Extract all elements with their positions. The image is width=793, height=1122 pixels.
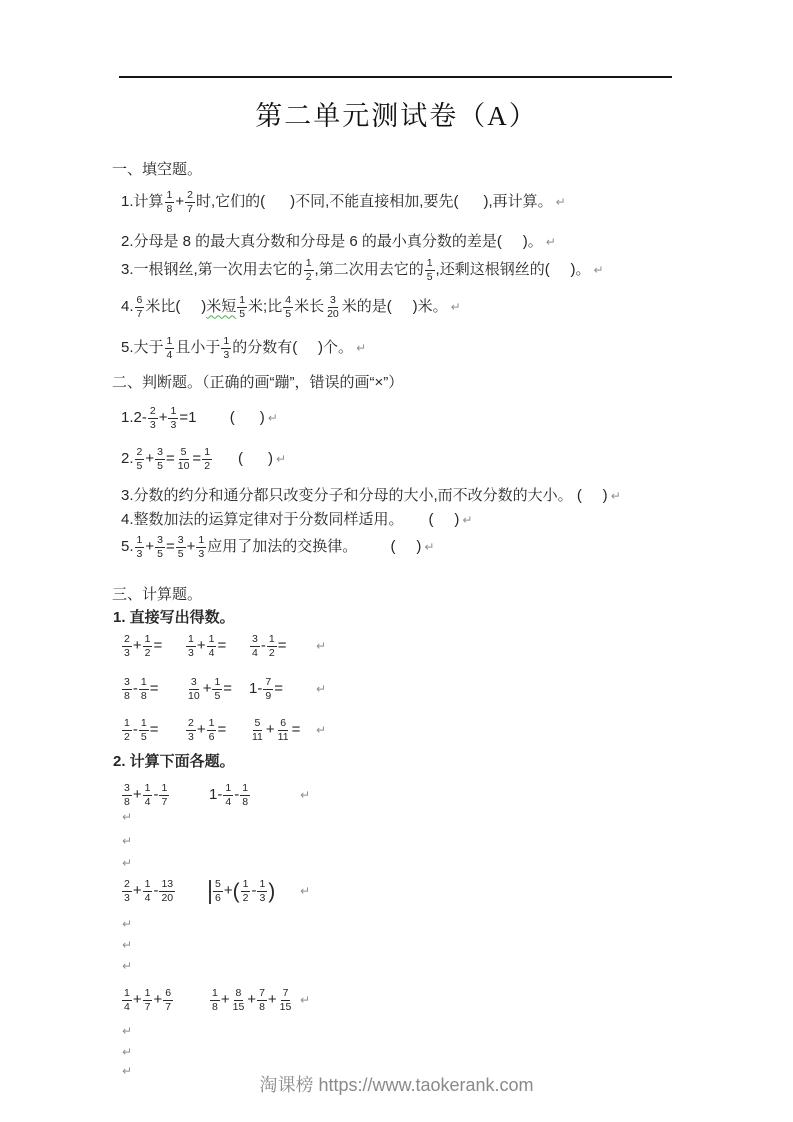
- numerator: 1: [139, 717, 149, 731]
- paragraph-mark: ↵: [122, 856, 133, 870]
- fraction: [186, 676, 202, 703]
- denominator: 8: [124, 796, 130, 809]
- numerator: 1: [165, 335, 175, 349]
- fraction: [325, 294, 341, 321]
- fraction: [207, 633, 217, 660]
- numerator: 1: [237, 294, 247, 308]
- text-run: 3.一根钢丝,第一次用去它的: [121, 261, 303, 279]
- denominator: 15: [232, 1001, 245, 1014]
- text-run: +: [220, 991, 230, 1009]
- fraction: [263, 676, 273, 703]
- fraction: [122, 633, 132, 660]
- denominator: 11: [277, 731, 289, 744]
- text-run: ,第二次用去它的: [314, 261, 424, 279]
- fraction: [212, 676, 222, 703]
- fraction: [122, 878, 132, 905]
- fraction: [165, 189, 175, 216]
- expression-cell: [121, 717, 185, 744]
- numerator: 2: [186, 717, 196, 731]
- section-1-heading: 一、填空题。: [112, 161, 203, 178]
- denominator: 4: [144, 796, 151, 809]
- numerator: 1: [143, 782, 153, 796]
- numerator: 1: [139, 676, 149, 690]
- numerator: 1: [304, 257, 314, 271]
- denominator: 3: [188, 647, 194, 660]
- text-run: 2.: [121, 450, 134, 468]
- text-run: 且小于: [175, 339, 221, 357]
- numerator: 3: [122, 782, 132, 796]
- denominator: 7: [165, 1001, 172, 1014]
- expression-cell: [121, 987, 209, 1014]
- denominator: 8: [124, 690, 130, 703]
- numerator: 1: [257, 878, 267, 892]
- text-run: =: [277, 637, 287, 655]
- text-run: -: [260, 637, 266, 655]
- paragraph-mark: ↵: [122, 1045, 133, 1059]
- section-2-heading: 二、判断题。（正确的画“蹦”，错误的画“×”）: [112, 374, 404, 391]
- numerator: 3: [176, 534, 186, 548]
- expression-cell: [209, 782, 297, 809]
- fraction: [186, 717, 196, 744]
- fill-question-5: [121, 335, 366, 362]
- fill-question-1: [121, 189, 566, 216]
- text-run: +: [223, 882, 233, 900]
- denominator: 5: [239, 308, 246, 321]
- numerator: 1: [122, 717, 132, 731]
- denominator: 8: [242, 796, 249, 809]
- text-run: -: [132, 721, 138, 739]
- fraction: [196, 534, 206, 561]
- fraction: [163, 987, 173, 1014]
- subsection-2-label: 2. 计算下面各题。: [113, 753, 235, 770]
- numerator: 4: [283, 294, 293, 308]
- fraction: [143, 878, 153, 905]
- paragraph-mark: ↵: [122, 834, 133, 848]
- text-run: +: [196, 637, 206, 655]
- fraction: [304, 257, 314, 284]
- denominator: 15: [279, 1001, 292, 1014]
- judge-question-4: [121, 511, 472, 530]
- denominator: 4: [144, 892, 151, 905]
- text-run: 3.分数的约分和通分都只改变分子和分母的大小,而不改分数的大小。 ( ): [121, 487, 608, 504]
- return-mark: ↵: [462, 512, 473, 527]
- fill-question-2: [121, 233, 556, 252]
- numerator: 3: [122, 676, 132, 690]
- denominator: 3: [188, 731, 194, 744]
- expression-cell: [249, 633, 313, 660]
- text-run: +: [247, 991, 257, 1009]
- denominator: 5: [177, 548, 184, 561]
- return-mark: ↵: [316, 723, 327, 738]
- numerator: 1: [207, 633, 217, 647]
- direct-row-3: [121, 717, 326, 744]
- expression-cell: [185, 717, 249, 744]
- denominator: 2: [204, 460, 211, 473]
- text-run: +: [175, 193, 185, 211]
- text-run: -: [132, 680, 138, 698]
- numerator: 1: [196, 534, 206, 548]
- fraction: [176, 446, 192, 473]
- denominator: 2: [242, 892, 249, 905]
- numerator: 7: [263, 676, 273, 690]
- numerator: 1: [143, 987, 153, 1001]
- denominator: 8: [212, 1001, 218, 1014]
- numerator: 5: [253, 717, 263, 731]
- numerator: 1: [425, 257, 435, 271]
- text-run: =: [149, 721, 159, 739]
- numerator: 1: [122, 987, 132, 1001]
- denominator: 10: [177, 460, 190, 473]
- numerator: 7: [257, 987, 267, 1001]
- fill-question-3: [121, 257, 604, 284]
- fraction: [213, 878, 223, 905]
- denominator: 3: [259, 892, 266, 905]
- fraction: [143, 782, 153, 809]
- fraction: [278, 987, 294, 1014]
- text-run: +: [132, 882, 142, 900]
- text-run: 米比( ): [145, 298, 207, 316]
- text-run: =: [165, 450, 175, 468]
- text-run: +: [267, 991, 277, 1009]
- numerator: 5: [179, 446, 189, 460]
- text-run: ): [268, 880, 276, 904]
- text-run: +: [153, 991, 163, 1009]
- text-run: +: [265, 721, 275, 739]
- fraction: [155, 446, 165, 473]
- return-mark: ↵: [356, 341, 367, 356]
- fraction: [159, 782, 169, 809]
- numerator: 2: [135, 446, 145, 460]
- fraction: [122, 717, 132, 744]
- numerator: 13: [159, 878, 175, 892]
- expression-cell: [185, 633, 249, 660]
- denominator: 20: [327, 308, 339, 321]
- denominator: 3: [136, 548, 143, 561]
- return-mark: ↵: [276, 452, 287, 467]
- text-run: +: [132, 637, 142, 655]
- denominator: 2: [268, 647, 275, 660]
- denominator: 5: [157, 548, 163, 561]
- expression-cell: [121, 676, 185, 703]
- text-run: =: [217, 637, 227, 655]
- denominator: 5: [285, 308, 292, 321]
- text-run: ,还剩这根钢丝的( )。: [435, 261, 591, 279]
- fraction: [207, 717, 217, 744]
- text-run: 米长: [294, 298, 325, 316]
- fraction: [135, 294, 145, 321]
- numerator: 6: [135, 294, 145, 308]
- denominator: 4: [225, 796, 232, 809]
- judge-question-5: [121, 534, 434, 561]
- fraction: [267, 633, 277, 660]
- text-run: =: [217, 721, 227, 739]
- fraction: [139, 717, 149, 744]
- expression-cell: [121, 633, 185, 660]
- fraction: [143, 987, 153, 1014]
- numerator: 3: [250, 633, 260, 647]
- text-run: -: [153, 882, 159, 900]
- denominator: 3: [170, 419, 177, 432]
- fraction: [231, 987, 247, 1014]
- text-run: =: [165, 538, 175, 556]
- fraction: [143, 633, 153, 660]
- numerator: 2: [185, 189, 195, 203]
- fraction: [240, 782, 250, 809]
- denominator: 5: [157, 460, 163, 473]
- numerator: 3: [155, 534, 165, 548]
- denominator: 7: [144, 1001, 151, 1014]
- denominator: 4: [252, 647, 258, 660]
- fraction: [176, 534, 186, 561]
- work-row-1: [121, 782, 310, 809]
- text-run: =: [223, 680, 233, 698]
- judge-question-3: [121, 487, 621, 506]
- numerator: 1: [168, 405, 178, 419]
- text-run: 的分数有( )个。: [232, 339, 354, 357]
- denominator: 4: [124, 1001, 130, 1014]
- text-run: 5.大于: [121, 339, 164, 357]
- denominator: 2: [305, 271, 312, 284]
- paragraph-mark: ↵: [122, 1064, 133, 1078]
- work-row-3: [121, 987, 310, 1014]
- return-mark: ↵: [300, 993, 311, 1008]
- return-mark: ↵: [300, 788, 311, 803]
- judge-question-1: [121, 405, 278, 432]
- text-run: 米;比: [248, 298, 283, 316]
- footer-watermark: 淘课榜 https://www.taokerank.com: [259, 1075, 534, 1095]
- judge-question-2: [121, 446, 286, 473]
- numerator: 1: [210, 987, 220, 1001]
- header-rule: [119, 76, 672, 78]
- fraction: [122, 782, 132, 809]
- fraction: [250, 633, 260, 660]
- text-run: 米短: [206, 298, 237, 316]
- fraction: [159, 878, 175, 905]
- denominator: 4: [166, 349, 173, 362]
- return-mark: ↵: [267, 411, 278, 426]
- text-run: 5.: [121, 538, 134, 556]
- text-run: 1-: [249, 680, 263, 698]
- page-title: 第二单元测试卷（A）: [255, 101, 538, 131]
- expression-cell: [121, 782, 209, 809]
- fraction: [148, 405, 158, 432]
- fraction: [276, 717, 291, 744]
- denominator: 4: [208, 647, 215, 660]
- subsection-1-label: 1. 直接写出得数。: [113, 609, 235, 626]
- denominator: 6: [215, 892, 221, 905]
- return-mark: ↵: [424, 540, 435, 555]
- numerator: 1: [212, 676, 222, 690]
- return-mark: ↵: [300, 884, 311, 899]
- denominator: 5: [136, 460, 143, 473]
- text-run: 应用了加法的交换律。 ( ): [207, 538, 422, 556]
- text-run: 米的是( )米。: [341, 298, 448, 316]
- text-run: =: [291, 721, 301, 739]
- text-run: (: [232, 880, 240, 904]
- paragraph-mark: ↵: [122, 1024, 133, 1038]
- numerator: 1: [165, 189, 175, 203]
- text-run: =: [153, 637, 163, 655]
- return-mark: ↵: [450, 300, 461, 315]
- return-mark: ↵: [610, 488, 621, 503]
- fraction: [168, 405, 178, 432]
- numerator: 6: [163, 987, 173, 1001]
- return-mark: ↵: [545, 234, 556, 249]
- expression-cell: [209, 878, 297, 905]
- text-run: +: [186, 538, 196, 556]
- fraction: [122, 987, 132, 1014]
- text-run: +: [145, 538, 155, 556]
- text-run: -: [251, 882, 257, 900]
- text-run: +: [158, 409, 168, 427]
- denominator: 3: [223, 349, 230, 362]
- fraction: [250, 717, 265, 744]
- work-row-2: [121, 878, 310, 905]
- expression-cell: [185, 676, 249, 703]
- denominator: 2: [144, 647, 151, 660]
- text-run: 1-: [209, 786, 223, 804]
- denominator: 8: [140, 690, 147, 703]
- numerator: 1: [267, 633, 277, 647]
- direct-row-1: [121, 633, 326, 660]
- section-3-heading: 三、计算题。: [112, 586, 203, 603]
- denominator: 8: [166, 203, 173, 216]
- direct-row-2: [121, 676, 326, 703]
- numerator: 6: [278, 717, 288, 731]
- fraction: [257, 987, 267, 1014]
- text-run: =: [149, 680, 159, 698]
- return-mark: ↵: [555, 195, 566, 210]
- return-mark: ↵: [316, 639, 327, 654]
- fraction: [202, 446, 212, 473]
- fraction: [165, 335, 175, 362]
- text-run: 4.: [121, 298, 134, 316]
- denominator: 3: [198, 548, 205, 561]
- numerator: 2: [148, 405, 158, 419]
- text-run: +: [145, 450, 155, 468]
- expression-cell: [209, 987, 297, 1014]
- numerator: 3: [328, 294, 338, 308]
- expression-cell: [249, 717, 313, 744]
- denominator: 10: [188, 690, 200, 703]
- numerator: 2: [122, 633, 132, 647]
- denominator: 3: [124, 892, 130, 905]
- text-run: =: [192, 450, 202, 468]
- fraction: [223, 782, 233, 809]
- paragraph-mark: ↵: [122, 810, 133, 824]
- expression-cell: [249, 676, 313, 703]
- fraction: [283, 294, 293, 321]
- text-run: =: [274, 680, 283, 698]
- denominator: 20: [161, 892, 174, 905]
- fraction: [425, 257, 435, 284]
- text-run: +: [196, 721, 206, 739]
- paragraph-mark: ↵: [122, 917, 133, 931]
- expression-cell: [121, 878, 209, 905]
- numerator: 1: [221, 335, 231, 349]
- fraction: [135, 534, 145, 561]
- fraction: [237, 294, 247, 321]
- fraction: [122, 676, 132, 703]
- text-run: =1 ( ): [179, 409, 265, 427]
- numerator: 1: [207, 717, 217, 731]
- text-run: 时,它们的( )不同,不能直接相加,要先( ),再计算。: [195, 193, 553, 211]
- text-run: 4.整数加法的运算定律对于分数同样适用。 ( ): [121, 511, 460, 528]
- numerator: 1: [202, 446, 212, 460]
- fraction: [135, 446, 145, 473]
- fraction: [155, 534, 165, 561]
- text-run: ( ): [213, 450, 274, 468]
- denominator: 5: [214, 690, 221, 703]
- numerator: 1: [143, 878, 153, 892]
- numerator: 1: [143, 633, 153, 647]
- denominator: 7: [187, 203, 193, 216]
- text-cursor: [209, 880, 211, 904]
- numerator: 3: [189, 676, 199, 690]
- fraction: [185, 189, 195, 216]
- numerator: 3: [155, 446, 165, 460]
- denominator: 2: [124, 731, 130, 744]
- denominator: 5: [140, 731, 147, 744]
- text-run: 1.2-: [121, 409, 147, 427]
- denominator: 7: [161, 796, 168, 809]
- denominator: 5: [426, 271, 433, 284]
- fraction: [139, 676, 149, 703]
- numerator: 1: [135, 534, 145, 548]
- text-run: 2.分母是 8 的最大真分数和分母是 6 的最小真分数的差是( )。: [121, 233, 543, 250]
- fraction: [241, 878, 251, 905]
- text-run: 1.计算: [121, 193, 164, 211]
- numerator: 8: [234, 987, 244, 1001]
- numerator: 5: [213, 878, 223, 892]
- fraction: [210, 987, 220, 1014]
- text-run: +: [132, 991, 142, 1009]
- fill-question-4: [121, 294, 461, 321]
- denominator: 7: [136, 308, 143, 321]
- numerator: 1: [241, 878, 251, 892]
- denominator: 8: [259, 1001, 265, 1014]
- text-run: -: [153, 786, 159, 804]
- numerator: 1: [240, 782, 250, 796]
- numerator: 1: [186, 633, 196, 647]
- denominator: 3: [124, 647, 130, 660]
- numerator: 1: [159, 782, 169, 796]
- text-run: +: [132, 786, 142, 804]
- numerator: 7: [281, 987, 291, 1001]
- return-mark: ↵: [316, 682, 327, 697]
- denominator: 9: [265, 690, 272, 703]
- paragraph-mark: ↵: [122, 938, 133, 952]
- fraction: [186, 633, 196, 660]
- paragraph-mark: ↵: [122, 959, 133, 973]
- fraction: [257, 878, 267, 905]
- denominator: 3: [149, 419, 156, 432]
- fraction: [221, 335, 231, 362]
- return-mark: ↵: [593, 263, 604, 278]
- numerator: 2: [122, 878, 132, 892]
- denominator: 6: [208, 731, 215, 744]
- text-run: -: [234, 786, 240, 804]
- denominator: 11: [252, 731, 263, 744]
- numerator: 1: [223, 782, 233, 796]
- text-run: +: [202, 680, 212, 698]
